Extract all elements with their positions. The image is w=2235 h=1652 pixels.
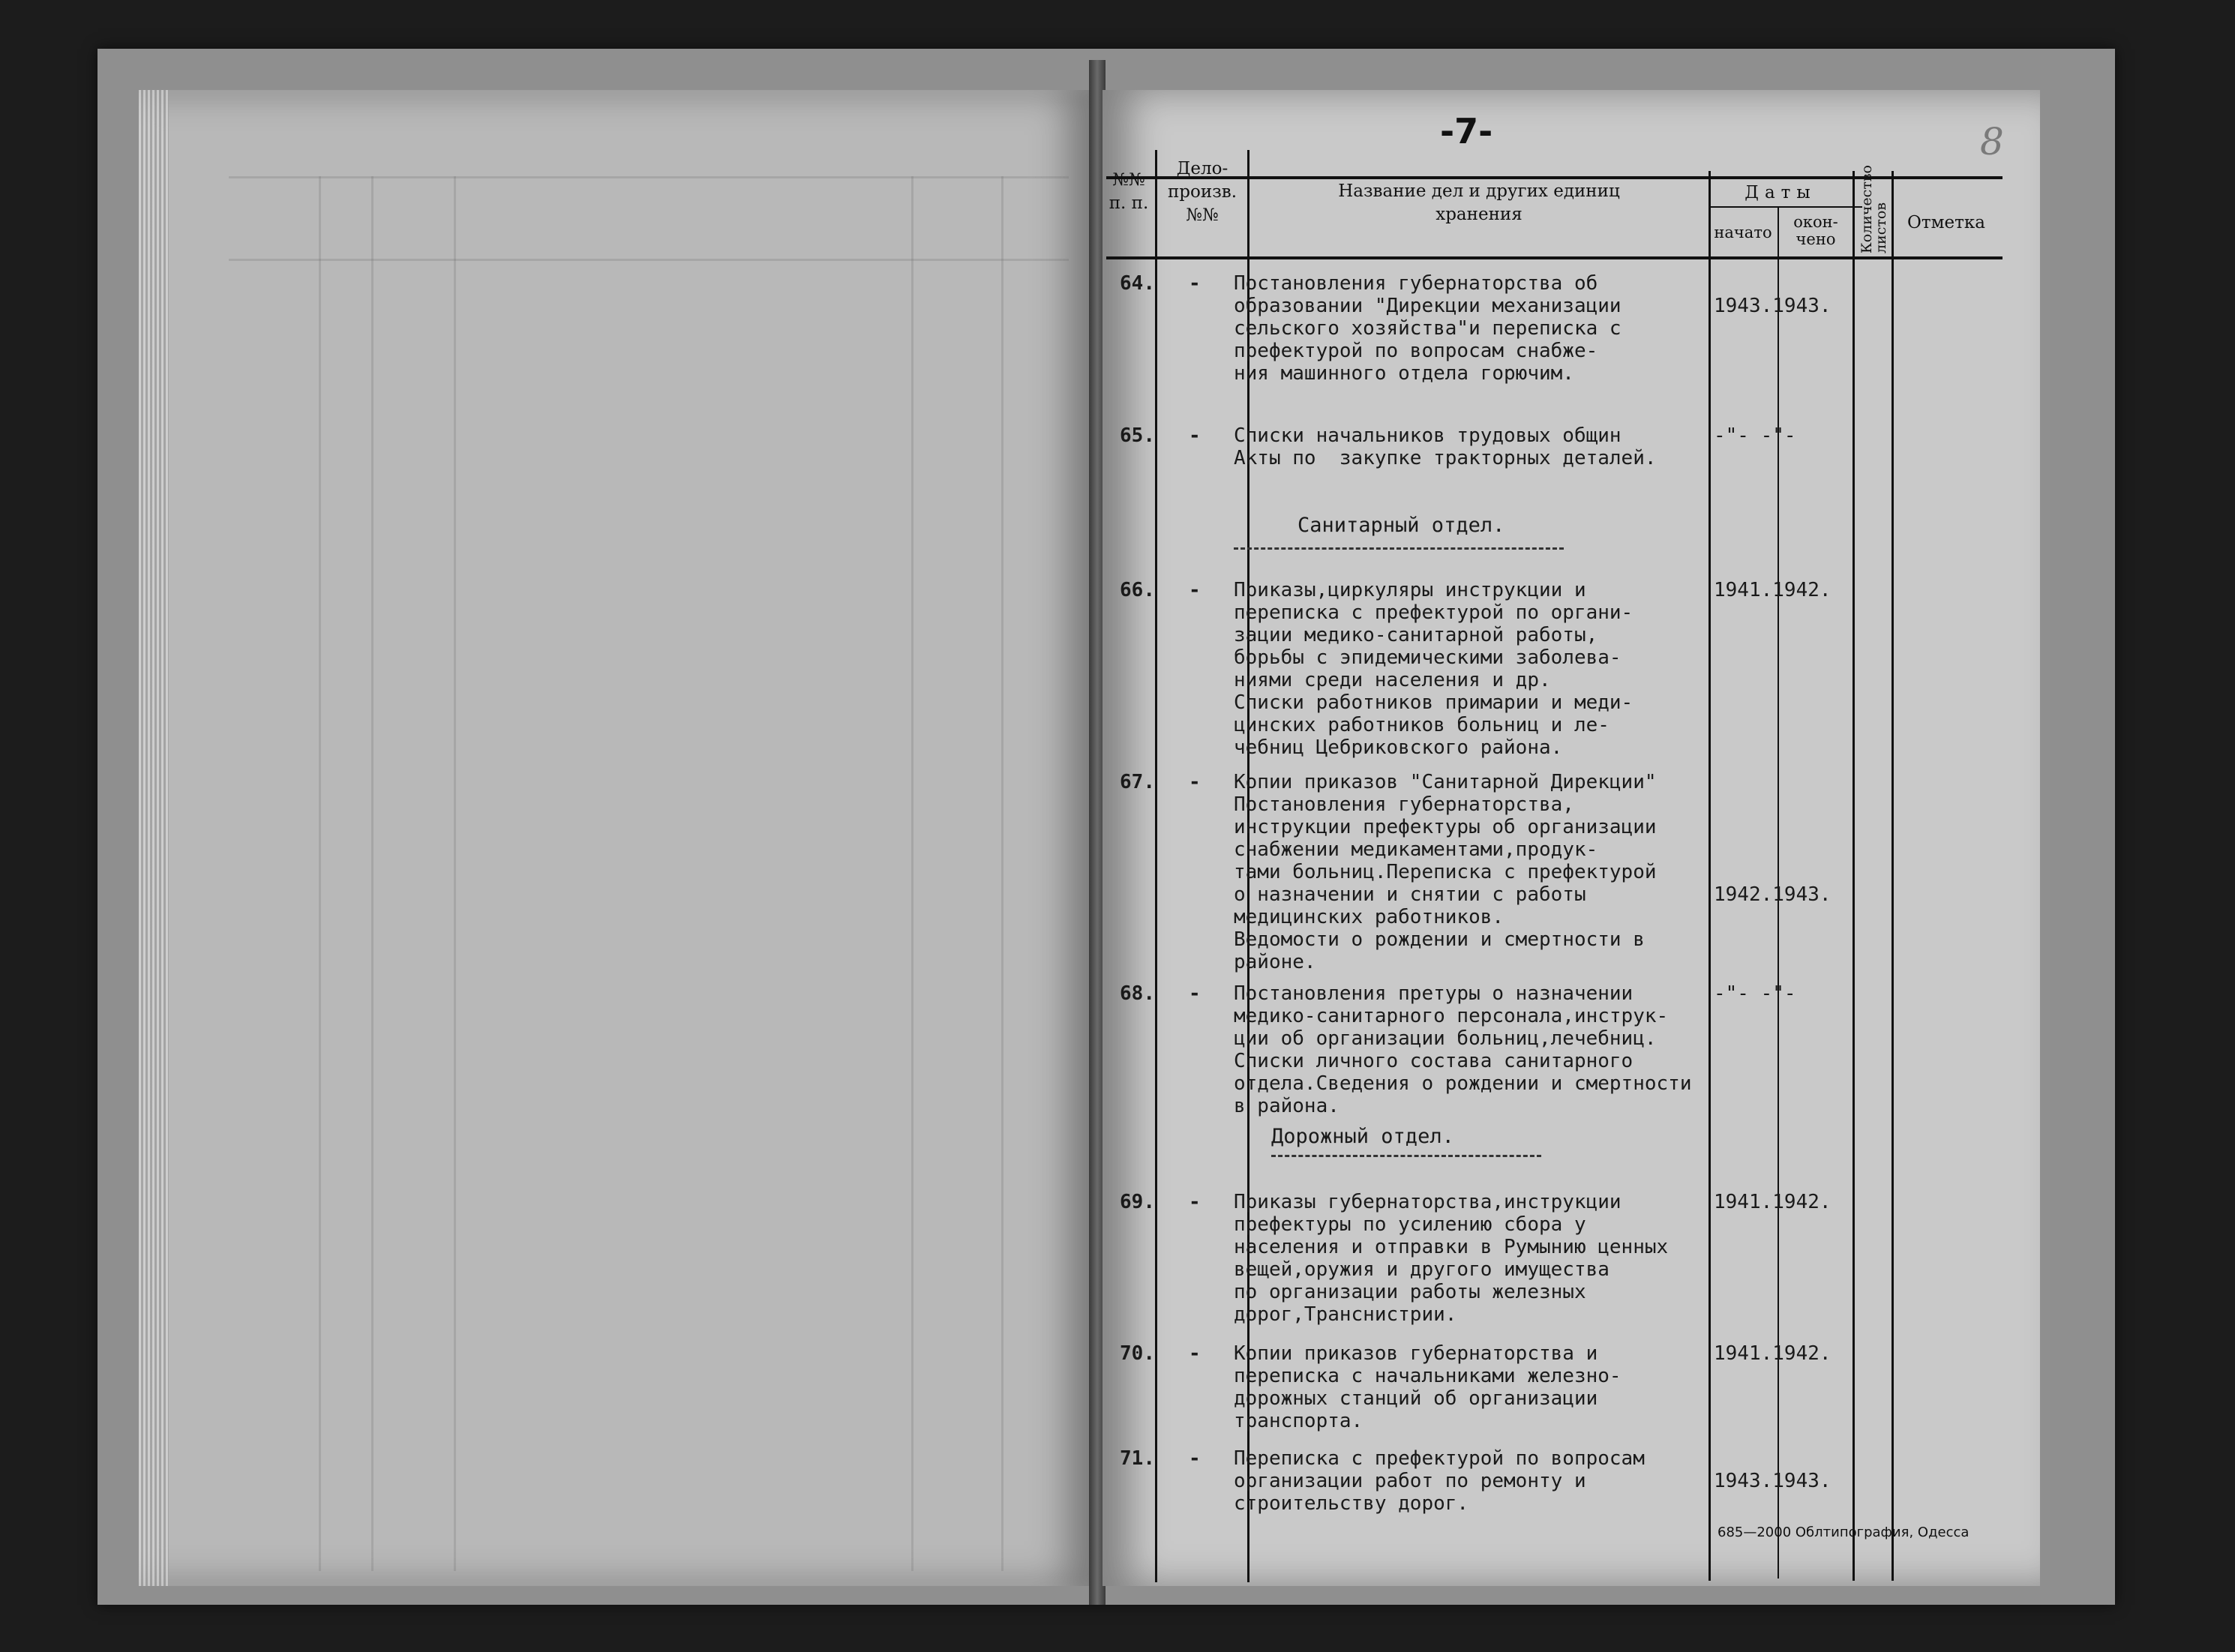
section-rule — [1271, 1155, 1541, 1157]
entry-number: 70. — [1120, 1342, 1155, 1365]
header-bottom-rule — [1106, 256, 2002, 259]
left-page-blank — [139, 90, 1091, 1586]
entry-title: Копии приказов губернаторства и переписка с начальниками железно- дорожных станций об организации транспорта. — [1234, 1342, 1622, 1432]
entry-delo: - — [1189, 1342, 1201, 1365]
folio-number: 8 — [1980, 120, 2004, 163]
entry-delo: - — [1189, 272, 1201, 295]
entry-number: 65. — [1120, 424, 1155, 447]
entry-delo: - — [1189, 1191, 1201, 1213]
entry-title: Копии приказов "Санитарной Дирекции" Постановления губернаторства, инструкции префектуры об организации снабжении медикаментами,продук- тами больниц.Переписка с префектурой о назначении и снятии с работы медицинских работников. Ведомости о рождении и смертности в районе. — [1234, 771, 1657, 973]
header-end: окон- чено — [1793, 213, 1838, 249]
entry-number: 66. — [1120, 579, 1155, 601]
ghost-rule — [229, 176, 1069, 178]
entry-title: Постановления претуры о назначении медико-санитарного персонала,инструк- ции об организации больниц,лечебниц. Списки личного состава санитарного отдела.Сведения о рождении и смертности в района. — [1234, 982, 1692, 1117]
section-heading: Санитарный отдел. — [1298, 514, 1505, 537]
ghost-rule — [229, 259, 1069, 261]
entry-title: Переписка с префектурой по вопросам организации работ по ремонту и строительству дорог. — [1234, 1447, 1645, 1515]
header-num: №№ п. п. — [1108, 170, 1149, 214]
entry-dates: -"- -"- — [1714, 982, 1796, 1005]
page-edges — [139, 90, 169, 1586]
entry-title: Постановления губернаторства об образовании "Дирекции механизации сельского хозяйства"и переписка с префектурой по вопросам снабже- ния машинного отдела горючим. — [1234, 272, 1622, 385]
header-delo: Дело- произв. №№ — [1167, 159, 1238, 226]
ghost-column — [911, 176, 914, 1571]
header-sheets: Количество листов — [1858, 165, 1889, 253]
ghost-column — [454, 176, 456, 1571]
entry-dates: 1943.1943. — [1714, 295, 1832, 317]
printer-imprint: 685—2000 Облтипография, Одесса — [1718, 1525, 1970, 1540]
header-note: Отметка — [1907, 213, 1985, 232]
entry-number: 67. — [1120, 771, 1155, 793]
entry-number: 69. — [1120, 1191, 1155, 1213]
entry-dates: -"- -"- — [1714, 424, 1796, 447]
entry-dates: 1941.1942. — [1714, 579, 1832, 601]
header-start: начато — [1714, 223, 1772, 241]
ghost-column — [1001, 176, 1004, 1571]
entry-title: Списки начальников трудовых общин Акты по закупке тракторных деталей. — [1234, 424, 1657, 469]
ghost-column — [319, 176, 321, 1571]
entry-delo: - — [1189, 579, 1201, 601]
entry-dates: 1943.1943. — [1714, 1470, 1832, 1492]
entry-dates: 1941.1942. — [1714, 1342, 1832, 1365]
right-page — [1102, 90, 2040, 1586]
entry-delo: - — [1189, 1447, 1201, 1470]
entry-dates: 1942.1943. — [1714, 883, 1832, 906]
entry-delo: - — [1189, 424, 1201, 447]
entry-dates: 1941.1942. — [1714, 1191, 1832, 1213]
entry-number: 64. — [1120, 272, 1155, 295]
section-heading: Дорожный отдел. — [1271, 1125, 1454, 1148]
entry-title: Приказы губернаторства,инструкции префектуры по усилению сбора у населения и отправки в Румынию ценных вещей,оружия и другого имущества по организации работы железных дорог,Транснистрии. — [1234, 1191, 1669, 1326]
ghost-column — [371, 176, 374, 1571]
header-title: Название дел и других единиц хранения — [1338, 181, 1620, 225]
entry-number: 68. — [1120, 982, 1155, 1005]
entry-title: Приказы,циркуляры инструкции и переписка с префектурой по органи- зации медико-санитарной работы, борьбы с эпидемическими заболева- ниями среди населения и др. Списки работников примарии и меди- цинских работников больниц и ле- чебниц Цебриковского района. — [1234, 579, 1634, 759]
entry-number: 71. — [1120, 1447, 1155, 1470]
section-rule — [1234, 547, 1564, 550]
page-number: -7- — [1440, 111, 1493, 151]
dates-subrule — [1708, 206, 1862, 208]
header-dates: Даты — [1744, 183, 1816, 202]
entry-delo: - — [1189, 982, 1201, 1005]
entry-delo: - — [1189, 771, 1201, 793]
col-rule — [1155, 150, 1157, 1582]
